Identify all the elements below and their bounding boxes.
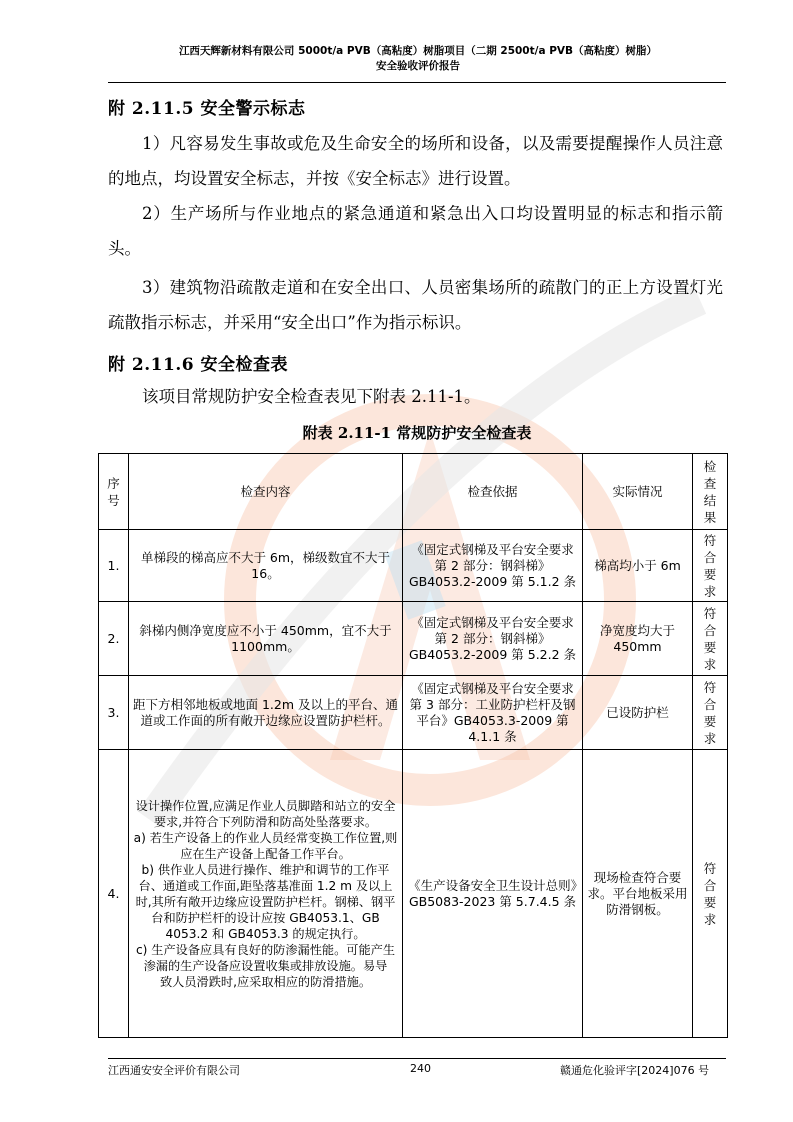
footer-divider xyxy=(108,1058,726,1059)
header-basis: 检查依据 xyxy=(403,454,583,530)
row-2-no: 2. xyxy=(99,602,129,676)
row-1-result: 符合要求 xyxy=(693,530,728,602)
table-caption: 附表 2.11-1 常规防护安全检查表 xyxy=(302,424,532,442)
paragraph-2 xyxy=(108,196,723,266)
section-heading-safety-signs: 附 2.11.5 安全警示标志 xyxy=(108,99,306,119)
paragraph-3-text: 3）建筑物沿疏散走道和在安全出口、人员密集场所的疏散门的正上方设置灯光疏散指示标志，并采用“安全出口”作为指示标识。 xyxy=(108,278,723,332)
row-2-result: 符合要求 xyxy=(693,602,728,676)
row-3-content: 距下方相邻地板或地面 1.2m 及以上的平台、通道或工作面的所有敞开边缘应设置防护栏杆。 xyxy=(129,676,403,750)
paragraph-2-text: 2）生产场所与作业地点的紧急通道和紧急出入口均设置明显的标志和指示箭头。 xyxy=(108,204,723,258)
row-4-actual: 现场检查符合要求。平台地板采用防滑钢板。 xyxy=(583,750,693,1038)
row-4-result: 符合要求 xyxy=(693,750,728,1038)
row-3-result: 符合要求 xyxy=(693,676,728,750)
section-heading-checklist: 附 2.11.6 安全检查表 xyxy=(108,355,288,375)
paragraph-1-text: 1）凡容易发生事故或危及生命安全的场所和设备，以及需要提醒操作人员注意的地点，均设置安全标志，并按《安全标志》进行设置。 xyxy=(108,134,723,188)
row-1-actual: 梯高均小于 6m xyxy=(583,530,693,602)
row-1-basis: 《固定式钢梯及平台安全要求第 2 部分：钢斜梯》GB4053.2-2009 第 5.1.2 条 xyxy=(403,530,583,602)
paragraph-1 xyxy=(108,126,723,196)
row-4-content: 设计操作位置,应满足作业人员脚踏和站立的安全要求,并符合下列防滑和防高处坠落要求。 a) 若生产设备上的作业人员经常变换工作位置,则应在生产设备上配备工作平台。 b) 供作业人员进行操作、维护和调节的工作平台、通道或工作面,距坠落基准面 1.2 m 及以上 时,其所有敞开边缘应设置防护栏杆。钢梯、钢平台和防护栏杆的设计应按 GB4053.1、GB 4053.2 和 GB4053.3 的规定执行。 c) 生产设备应具有良好的防渗漏性能。可能产生渗漏的生产设备应设置收集或排放设施。易导 致人员滑跌时,应采取相应的防滑措施。 xyxy=(129,750,403,1038)
intro-text: 该项目常规防护安全检查表见下附表 2.11-1。 xyxy=(142,387,481,406)
row-3-actual: 已设防护栏 xyxy=(583,676,693,750)
header-no: 序号 xyxy=(99,454,129,530)
paragraph-3 xyxy=(108,270,723,340)
row-4-basis: 《生产设备安全卫生设计总则》GB5083-2023 第 5.7.4.5 条 xyxy=(403,750,583,1038)
row-4-no: 4. xyxy=(99,750,129,1038)
row-3-basis: 《固定式钢梯及平台安全要求第 3 部分：工业防护栏杆及钢平台》GB4053.3-2009 第 4.1.1 条 xyxy=(403,676,583,750)
page-header xyxy=(108,44,728,74)
table-row xyxy=(99,676,728,750)
intro-paragraph xyxy=(108,379,723,414)
row-2-content: 斜梯内侧净宽度应不小于 450mm，宜不大于 1100mm。 xyxy=(129,602,403,676)
header-title-line2: 安全验收评价报告 xyxy=(376,60,460,72)
footer-company: 江西通安安全评价有限公司 xyxy=(108,1064,240,1077)
footer-doc-number: 赣通危化验评字[2024]076 号 xyxy=(560,1064,710,1077)
table-row xyxy=(99,750,728,1038)
safety-checklist-table xyxy=(98,453,728,1038)
table-row xyxy=(99,530,728,602)
header-actual: 实际情况 xyxy=(583,454,693,530)
header-divider xyxy=(108,82,726,83)
header-title-line1: 江西天辉新材料有限公司 5000t/a PVB（高粘度）树脂项目（二期 2500t/a PVB（高粘度）树脂） xyxy=(178,45,658,57)
header-result: 检查结果 xyxy=(693,454,728,530)
row-1-content: 单梯段的梯高应不大于 6m，梯级数宜不大于 16。 xyxy=(129,530,403,602)
row-1-no: 1. xyxy=(99,530,129,602)
row-2-actual: 净宽度均大于 450mm xyxy=(583,602,693,676)
row-2-basis: 《固定式钢梯及平台安全要求第 2 部分：钢斜梯》GB4053.2-2009 第 5.2.2 条 xyxy=(403,602,583,676)
table-header-row xyxy=(99,454,728,530)
footer-page-number: 240 xyxy=(410,1062,431,1075)
row-3-no: 3. xyxy=(99,676,129,750)
table-row xyxy=(99,602,728,676)
header-content: 检查内容 xyxy=(129,454,403,530)
